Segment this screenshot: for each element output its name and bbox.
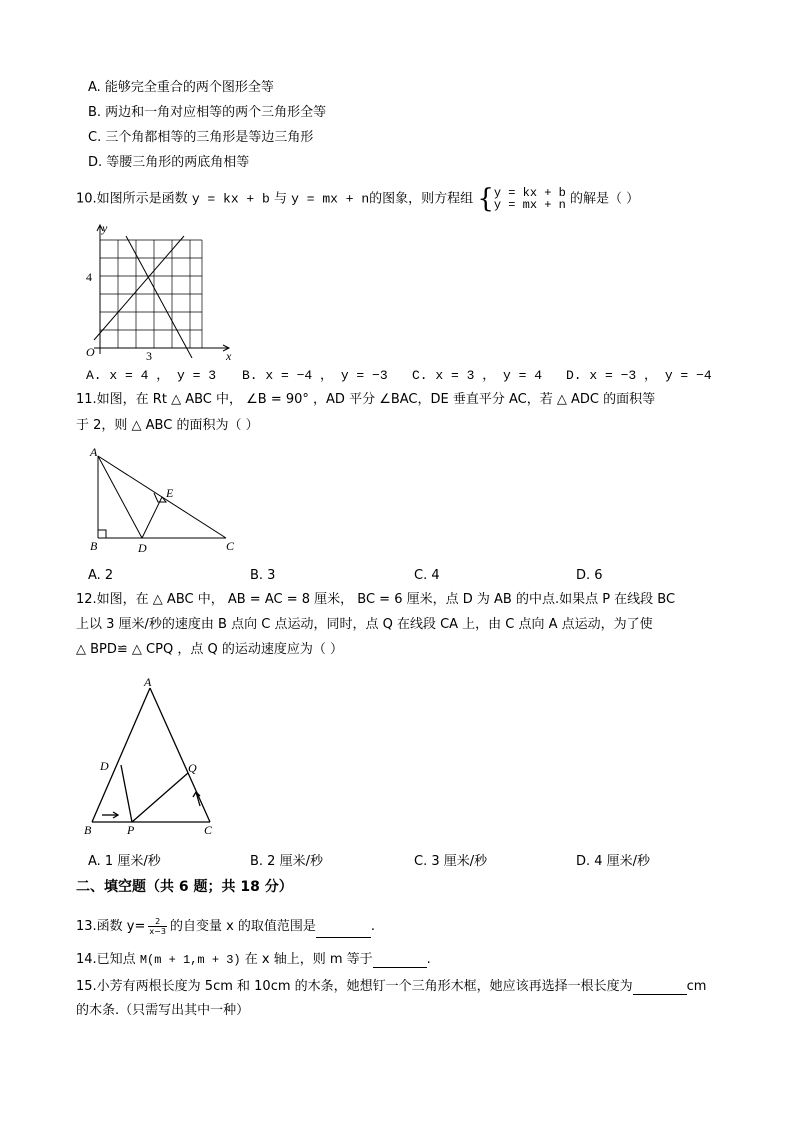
q12-option-d: D. 4 厘米/秒	[576, 854, 651, 869]
q11-option-b: B. 3	[250, 568, 276, 583]
q11-label-d: D	[138, 541, 147, 555]
q10-eq2: y = mx + n	[291, 191, 370, 207]
q12-label-d: D	[100, 759, 109, 773]
q12-option-c: C. 3 厘米/秒	[414, 854, 488, 869]
q10-option-a: A. x = 4 ， y = 3	[86, 368, 217, 383]
q12-triangle-figure	[80, 674, 230, 840]
q12-label-q: Q	[188, 761, 197, 775]
right-angle-b	[98, 530, 106, 538]
q11-line1: 11.如图，在 Rt △ ABC 中， ∠B = 90° ，AD 平分 ∠BAC，DE 垂直平分 AC，若 △ ADC 的面积等	[76, 392, 656, 407]
q13-frac-den: x−3	[149, 927, 166, 936]
q14-suffix: 在 x 轴上，则 m 等于	[240, 952, 373, 967]
q10-origin-label: O	[86, 345, 95, 359]
q13-end: .	[370, 919, 376, 934]
q10-x-label: x	[226, 349, 232, 363]
q14-point: M(m + 1,m + 3)	[139, 953, 241, 967]
q14-question	[76, 952, 431, 968]
q11-label-b: B	[90, 539, 98, 553]
q11-option-c: C. 4	[414, 568, 440, 583]
q10-sys-row2: y = mx + n	[493, 198, 566, 212]
q12-option-a: A. 1 厘米/秒	[88, 854, 161, 869]
q10-option-b: B. x = −4 ， y = −3	[242, 368, 388, 383]
q13-question	[76, 916, 375, 938]
q12-option-b: B. 2 厘米/秒	[250, 854, 323, 869]
q10-suffix2: 的解是（ ）	[570, 191, 640, 207]
brace-glyph: {	[477, 184, 494, 214]
grid-lines	[100, 240, 202, 348]
q12-label-b: B	[84, 823, 92, 837]
q13-suffix: 的自变量 x 的取值范围是	[169, 919, 316, 934]
q11-triangle-figure	[86, 446, 246, 556]
q11-line2: 于 2，则 △ ABC 的面积为（ ）	[76, 418, 259, 433]
q11-label-c: C	[226, 539, 235, 553]
q10-tick-x: 3	[146, 349, 152, 363]
q15-line1	[76, 979, 706, 995]
q13-frac-num: 2	[148, 917, 167, 927]
q10-prefix: 10.如图所示是函数	[76, 191, 188, 207]
q11-label-e: E	[166, 486, 174, 500]
q15-unit: cm	[686, 979, 707, 994]
q10-suffix1: 的图象，则方程组	[369, 191, 474, 207]
segment-dp	[121, 765, 132, 822]
q12-label-p: P	[127, 823, 135, 837]
segment-de	[142, 497, 162, 538]
q15-text: 15.小芳有两根长度为 5cm 和 10cm 的木条，她想钉一个三角形木框，她应该再选择一根长度为	[76, 979, 633, 994]
q11-option-a: A. 2	[88, 568, 114, 583]
side-ab	[92, 688, 150, 822]
q12-line1: 12.如图，在 △ ABC 中， AB = AC = 8 厘米， BC = 6 厘米，点 D 为 AB 的中点.如果点 P 在线段 BC	[76, 592, 676, 607]
q12-line2: 上以 3 厘米/秒的速度由 B 点向 C 点运动，同时，点 Q 在线段 CA 上，由 C 点向 A 点运动，为了使	[76, 617, 653, 632]
q12-line3: △ BPD≌ △ CPQ ，点 Q 的运动速度应为（ ）	[76, 642, 343, 657]
line-y-kx-b	[94, 236, 184, 340]
q10-tick-y: 4	[86, 270, 92, 284]
q10-graph	[80, 220, 240, 365]
q15-line2: 的木条.（只需写出其中一种）	[76, 1003, 250, 1018]
q14-prefix: 14.已知点	[76, 952, 140, 967]
segment-pq	[132, 773, 188, 822]
q13-fraction	[148, 917, 167, 936]
q9-option-d: D. 等腰三角形的两底角相等	[88, 155, 250, 170]
q10-equation-system	[477, 186, 566, 212]
q14-end: .	[426, 952, 431, 967]
side-ac	[150, 688, 210, 822]
q13-answer-blank[interactable]	[316, 925, 371, 938]
q10-mid: 与	[273, 191, 287, 207]
q10-option-d: D. x = −3 ， y = −4	[566, 368, 712, 383]
q14-answer-blank[interactable]	[373, 955, 427, 968]
q10-y-label: y	[102, 221, 108, 235]
q13-prefix: 13.函数 y=	[76, 919, 146, 934]
q12-label-c: C	[204, 823, 213, 837]
section-2-heading: 二、填空题（共 6 题；共 18 分）	[76, 879, 293, 895]
q10-option-c: C. x = 3 ， y = 4	[412, 368, 543, 383]
q10-question	[76, 186, 639, 212]
q10-sys-row1: y = kx + b	[493, 186, 566, 200]
q12-label-a: A	[144, 675, 152, 689]
q9-option-b: B. 两边和一角对应相等的两个三角形全等	[88, 105, 327, 120]
q9-option-a: A. 能够完全重合的两个图形全等	[88, 80, 274, 95]
segment-ad	[98, 456, 142, 538]
q9-option-c: C. 三个角都相等的三角形是等边三角形	[88, 130, 314, 145]
q10-eq1: y = kx + b	[191, 191, 270, 207]
q15-answer-blank[interactable]	[633, 982, 687, 995]
q11-option-d: D. 6	[576, 568, 603, 583]
q11-label-a: A	[90, 445, 98, 459]
